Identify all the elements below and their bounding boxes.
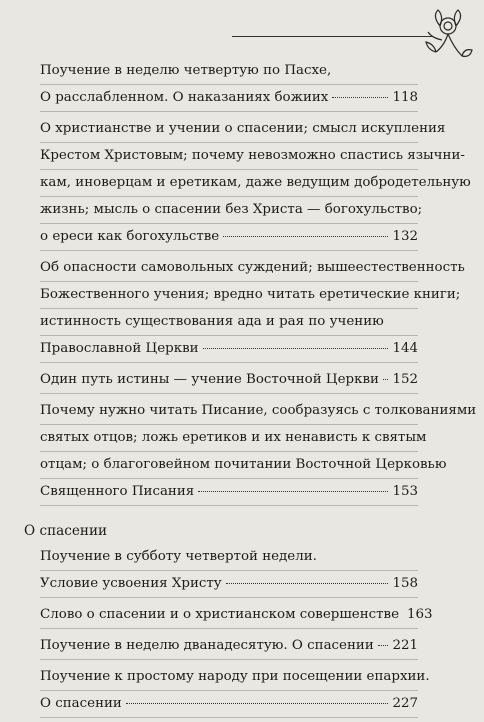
toc-entry-line bbox=[40, 309, 418, 336]
toc-entry-text: о ереси как богохульстве bbox=[40, 229, 220, 244]
toc-entry-line bbox=[40, 116, 446, 143]
dot-leader bbox=[332, 96, 388, 98]
page-number: 227 bbox=[392, 696, 418, 711]
toc-entry-line bbox=[40, 633, 418, 660]
toc-entry-text: Один путь истины — учение Восточной Церкви bbox=[40, 372, 379, 387]
page-number: 153 bbox=[392, 484, 418, 499]
toc-entry-line bbox=[40, 452, 447, 479]
toc-entry-text: О расслабленном. О наказаниях божиих bbox=[40, 90, 329, 105]
toc-entry-text: Крестом Христовым; почему невозможно спастись язычни- bbox=[40, 148, 465, 163]
toc-entry-text: кам, иноверцам и еретикам, даже ведущим добродетельную bbox=[40, 175, 471, 190]
toc-entry-line bbox=[40, 170, 471, 197]
toc-entry-line bbox=[40, 398, 477, 425]
toc-entry-text: О спасении bbox=[40, 696, 122, 711]
toc-entry-text: Поучение к простому народу при посещении епархии. bbox=[40, 669, 430, 684]
toc-entry-line bbox=[40, 664, 430, 691]
page-number: 144 bbox=[392, 341, 418, 356]
toc-entry-text: жизнь; мысль о спасении без Христа — богохульство; bbox=[40, 202, 423, 217]
toc-entry-text: Условие усвоения Христу bbox=[40, 576, 222, 591]
toc-entry-text: Божественного учения; вредно читать еретические книги; bbox=[40, 287, 461, 302]
toc-entry[interactable] bbox=[40, 367, 418, 394]
table-of-contents bbox=[0, 58, 484, 722]
dot-leader bbox=[378, 644, 389, 646]
toc-entry-line bbox=[40, 691, 418, 718]
toc-entry-line bbox=[40, 571, 418, 598]
dot-leader bbox=[226, 582, 389, 584]
toc-entry-line bbox=[40, 197, 423, 224]
toc-entry-line bbox=[40, 224, 418, 251]
toc-entry-text: Православной Церкви bbox=[40, 341, 199, 356]
dot-leader bbox=[223, 235, 388, 237]
toc-entry-text: Почему нужно читать Писание, сообразуясь с толкованиями bbox=[40, 403, 477, 418]
dot-leader bbox=[126, 702, 389, 704]
header-rule bbox=[232, 36, 432, 37]
toc-entry-text: Поучение в неделю четвертую по Пасхе, bbox=[40, 63, 332, 78]
dot-leader bbox=[383, 378, 389, 380]
toc-entry-text: Слово о спасении и о христианском совершенстве bbox=[40, 607, 400, 622]
toc-entry[interactable] bbox=[40, 255, 465, 363]
toc-entry[interactable] bbox=[40, 58, 418, 112]
toc-entry-text: Поучение в субботу четвертой недели. bbox=[40, 549, 317, 564]
dot-leader bbox=[203, 347, 389, 349]
toc-entry[interactable] bbox=[40, 602, 433, 629]
toc-entry[interactable] bbox=[40, 633, 418, 660]
page-number: 118 bbox=[392, 90, 418, 105]
toc-entry-text: Об опасности самовольных суждений; вышеестественность bbox=[40, 260, 465, 275]
page-number: 221 bbox=[392, 638, 418, 653]
toc-entry-line bbox=[40, 282, 461, 309]
toc-entry-text: отцам; о благоговейном почитании Восточной Церковью bbox=[40, 457, 447, 472]
page-number: 132 bbox=[392, 229, 418, 244]
toc-entry-line bbox=[40, 85, 418, 112]
toc-entry-line bbox=[40, 336, 418, 363]
toc-entry-line bbox=[40, 479, 418, 506]
floral-ornament-icon bbox=[418, 6, 478, 66]
page-number: 152 bbox=[392, 372, 418, 387]
toc-entry-line bbox=[40, 143, 465, 170]
toc-entry[interactable] bbox=[40, 544, 418, 598]
toc-entry-text: Священного Писания bbox=[40, 484, 195, 499]
toc-entry-text: истинность существования ада и рая по учению bbox=[40, 314, 384, 329]
toc-entry-line bbox=[40, 544, 418, 571]
section-title: О спасении bbox=[24, 523, 108, 539]
page-number: 158 bbox=[392, 576, 418, 591]
page-number: 163 bbox=[407, 607, 433, 622]
dot-leader bbox=[198, 490, 388, 492]
toc-entry-text: святых отцов; ложь еретиков и их ненависть к святым bbox=[40, 430, 427, 445]
toc-entry-line bbox=[40, 425, 427, 452]
toc-entry[interactable] bbox=[40, 664, 430, 718]
toc-entry-line bbox=[40, 602, 433, 629]
toc-entry-text: Поучение в неделю дванадесятую. О спасении bbox=[40, 638, 374, 653]
toc-entry[interactable] bbox=[40, 116, 471, 251]
toc-entry-text: О христианстве и учении о спасении; смысл искупления bbox=[40, 121, 446, 136]
toc-entry-line bbox=[40, 255, 465, 282]
toc-entry[interactable] bbox=[40, 398, 477, 506]
toc-entry-line bbox=[40, 367, 418, 394]
toc-entry-line bbox=[40, 58, 418, 85]
